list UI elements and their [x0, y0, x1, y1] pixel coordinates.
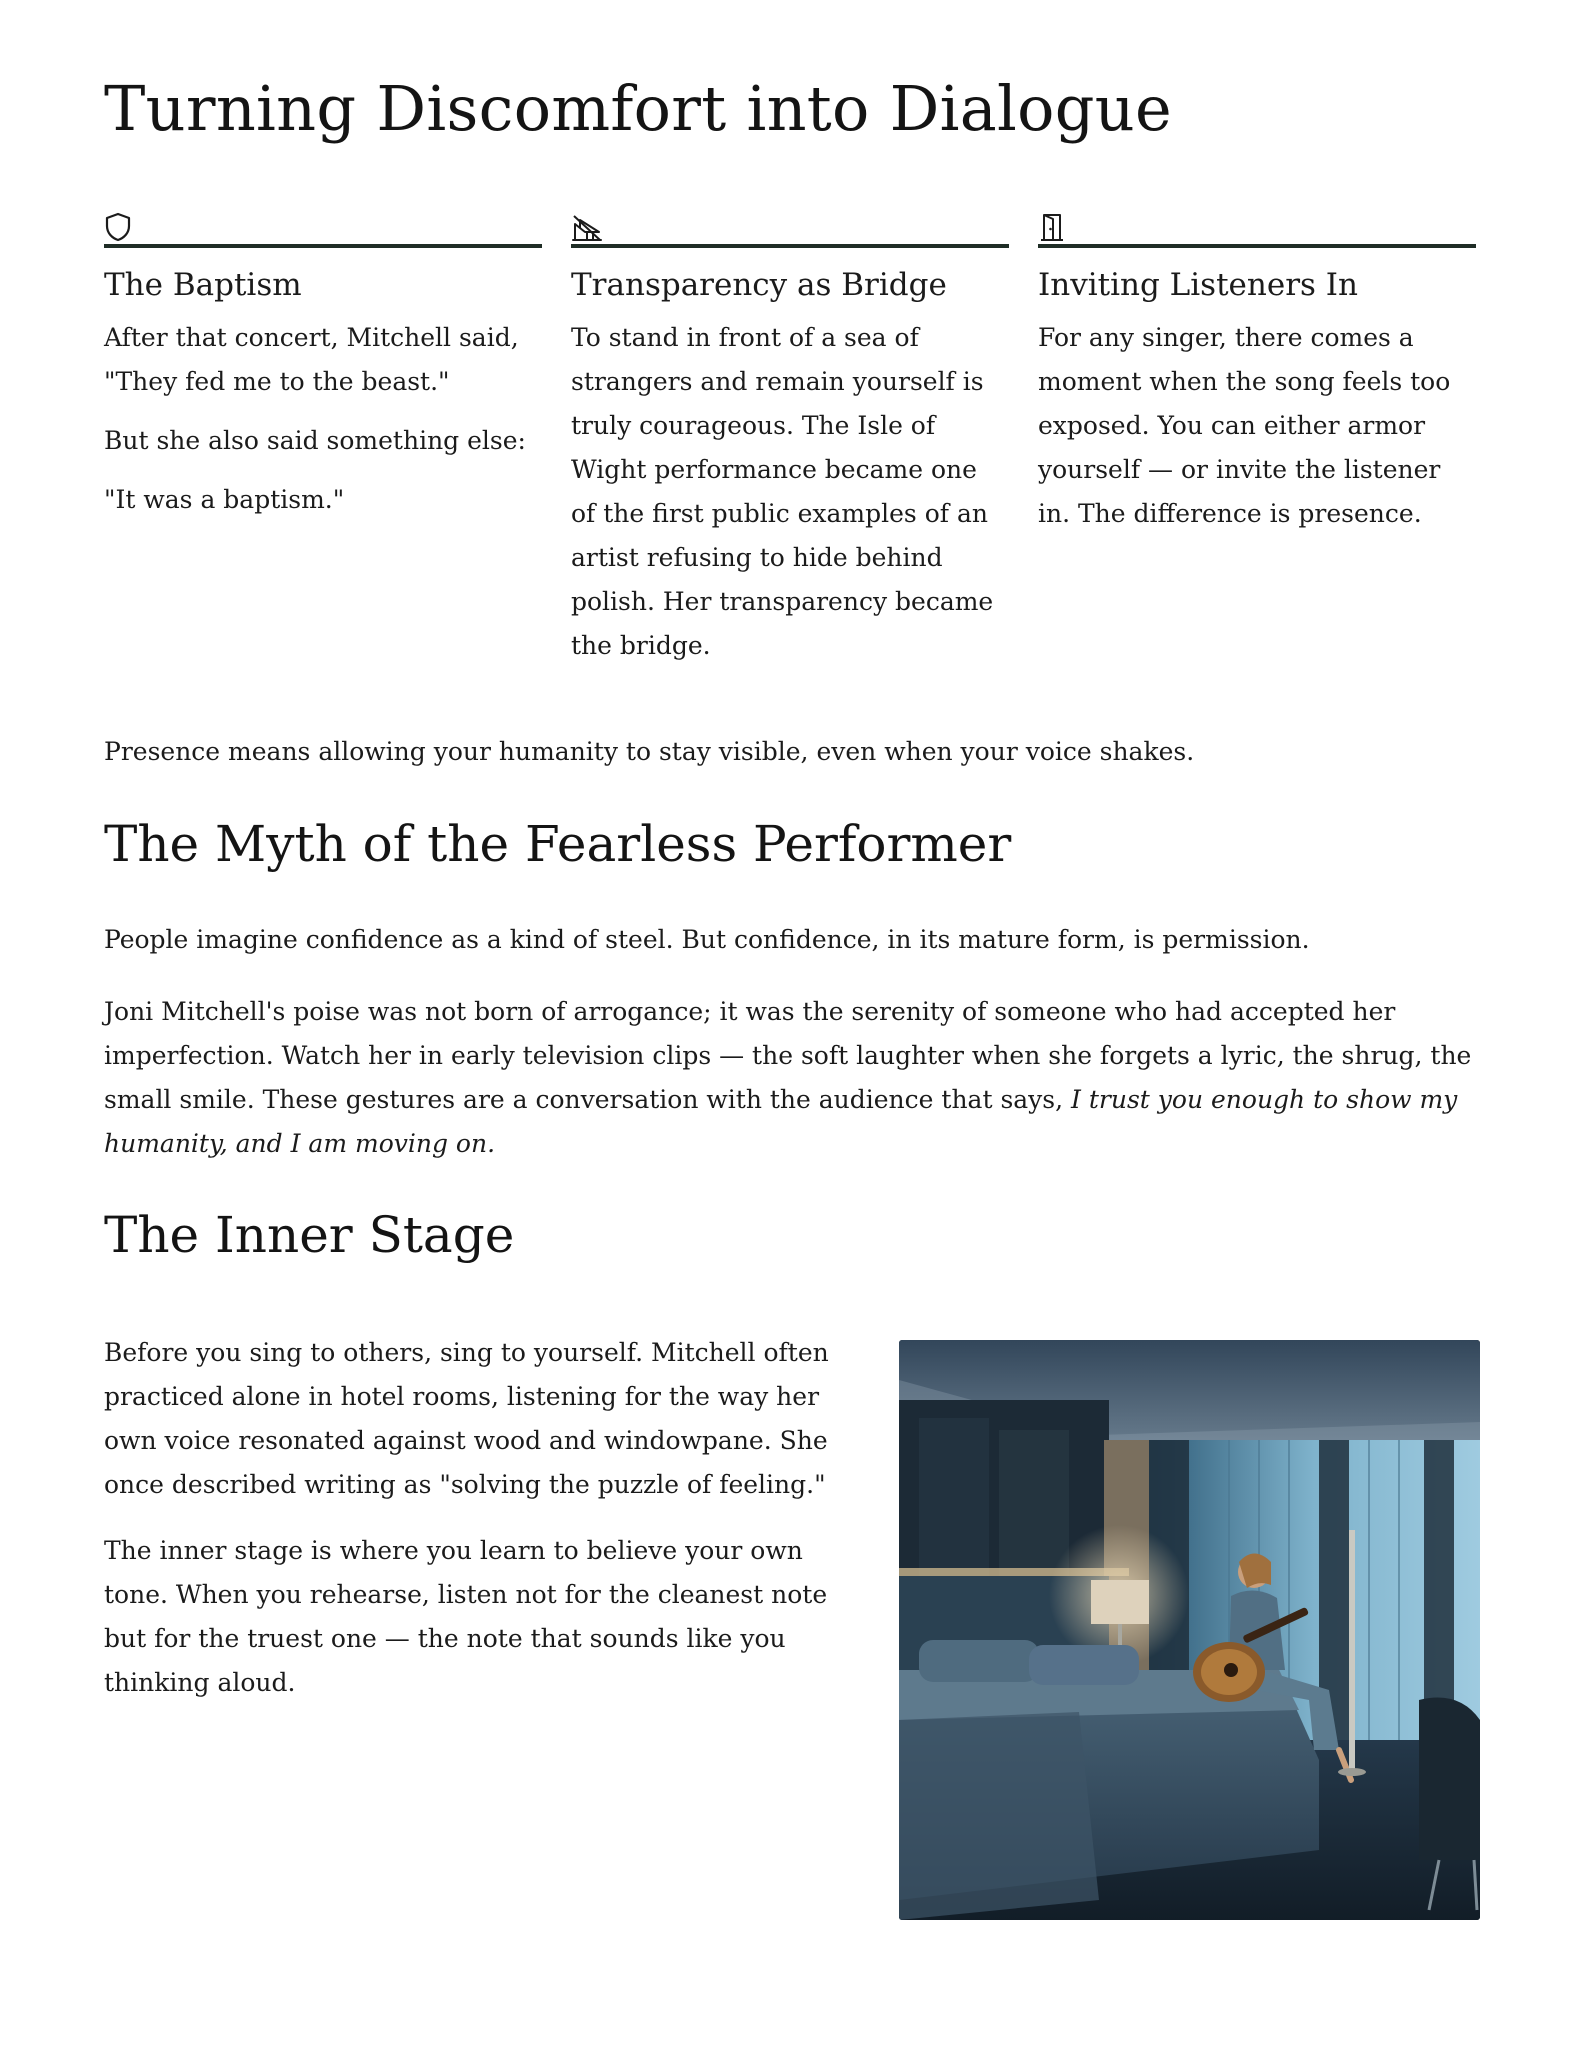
inner-stage-paragraph-1: Before you sing to others, sing to yourself. Mitchell often practiced alone in hotel rooms, listening for the way her own voice resonated against wood and windowpane. She once described writing as "solving the puzzle of feeling."	[104, 1338, 829, 1499]
card-paragraph: "It was a baptism."	[104, 485, 345, 515]
inner-stage-paragraph-2: The inner stage is where you learn to believe your own tone. When you rehearse, listen not for the cleanest note but for the truest one — the note that sounds like you thinking aloud.	[104, 1536, 828, 1697]
card-inviting	[1038, 208, 1476, 551]
card-paragraph: For any singer, there comes a moment when the song feels too exposed. You can either armor yourself — or invite the listener in. The difference is presence.	[1038, 323, 1451, 529]
card-paragraph: After that concert, Mitchell said, "They fed me to the beast."	[104, 323, 519, 397]
card-icon-row	[104, 208, 542, 248]
myth-paragraph-2-emphasis: I trust you enough to show my humanity, and I am moving on.	[104, 1085, 1458, 1158]
card-title: Transparency as Bridge	[571, 267, 947, 303]
card-icon-row	[571, 208, 1009, 248]
card-paragraph: But she also said something else:	[104, 426, 526, 456]
card-baptism	[104, 208, 542, 537]
card-paragraph: To stand in front of a sea of strangers and remain yourself is truly courageous. The Isle of Wight performance became one of the first public examples of an artist refusing to hide behind polish. Her transparency became the bridge.	[571, 323, 994, 661]
card-icon-row	[1038, 208, 1476, 248]
myth-paragraph-2-text: Joni Mitchell's poise was not born of arrogance; it was the serenity of someone who had accepted her imperfection. Watch her in early television clips — the soft laughter when she forgets a lyric, the shrug, the small smile. These gestures are a conversation with the audience that says,	[104, 997, 1472, 1114]
card-title: Inviting Listeners In	[1038, 267, 1358, 303]
myth-paragraph-1: People imagine confidence as a kind of steel. But confidence, in its mature form, is permission.	[104, 925, 1310, 954]
hotel-room-photo	[899, 1340, 1480, 1920]
page-title: Turning Discomfort into Dialogue	[104, 72, 1173, 145]
card-transparency	[571, 208, 1009, 683]
section-heading-myth: The Myth of the Fearless Performer	[104, 815, 1012, 873]
presence-paragraph: Presence means allowing your humanity to stay visible, even when your voice shakes.	[104, 737, 1195, 766]
myth-paragraph-2	[104, 990, 1484, 1166]
card-title: The Baptism	[104, 267, 302, 303]
section-heading-inner-stage: The Inner Stage	[104, 1206, 515, 1264]
inner-stage-text	[104, 1331, 844, 1727]
